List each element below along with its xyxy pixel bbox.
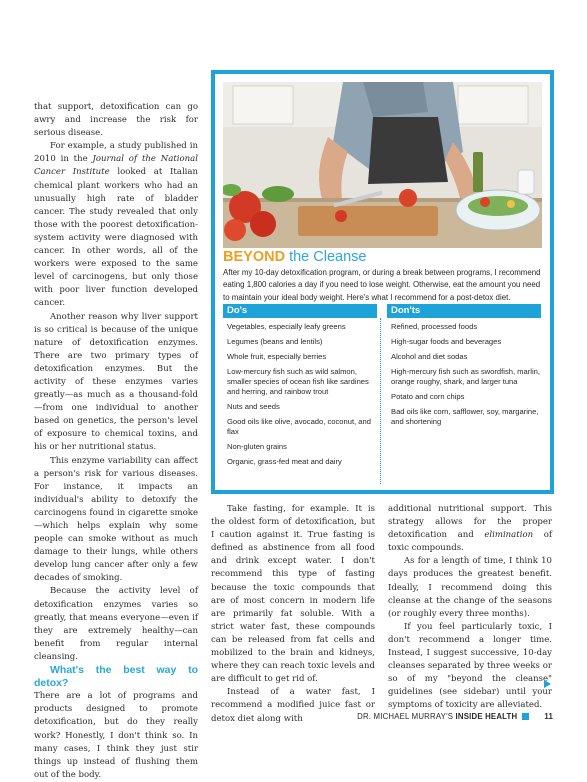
section-subhead: What's the best way to detox? — [34, 664, 198, 690]
text-run: For example, a study published in 2010 in the — [34, 141, 198, 165]
list-item: Bad oils like corn, safflower, soy, margarine, and shortening — [391, 407, 539, 426]
emphasis: elimination — [484, 530, 534, 541]
list-item: Good oils like olive, avocado, coconut, and flax — [227, 417, 371, 436]
paragraph: This enzyme variability can affect a person's risk for various diseases. For instance, it impacts an individual's ability to detoxify the carcinogens found in cigarette smoke—which helps explain why some people can smoke without as much damage to their lungs, while others develop lung cancer after only a few decades of smoking. — [34, 455, 198, 584]
column-divider — [380, 318, 381, 484]
list-item: Nuts and seeds — [227, 402, 280, 411]
paragraph: that support, detoxification can go awry and increase the risk for serious disease. — [34, 102, 198, 139]
right-text-column — [388, 503, 552, 713]
kitchen-cooking-photo — [223, 82, 542, 248]
publication-title: INSIDE HEALTH — [455, 712, 518, 721]
paragraph: Because the activity level of detoxification enzymes varies so greatly, that means everyone—even if they are extremely healthy—can benefit from regular internal cleansing. — [34, 586, 198, 662]
paragraph — [388, 503, 552, 555]
text-run: additional nutritional support. This strategy allows for the proper detoxification and — [388, 504, 552, 541]
paragraph: Take fasting, for example. It is the oldest form of detoxification, but I caution against it. True fasting is defined as abstinence from all food and drink except water. I don't recommend this type of fasting because the toxic compounds that are of most concern in modern life are primarily fat soluble. With a strict water fast, these compounds can be released from fat cells and mobilized to the brain and kidneys, where they can reach toxic levels and are difficult to get rid of. — [211, 504, 375, 685]
paragraph — [34, 140, 198, 310]
page-footer — [357, 712, 553, 721]
paragraph: Instead of a water fast, I recommend a modified juice fast or detox diet along with — [211, 687, 375, 724]
journal-name: Journal of the National Cancer Institute — [34, 154, 198, 178]
continue-arrow-icon — [544, 680, 551, 688]
dos-list — [223, 322, 377, 467]
footer-square-icon — [522, 713, 529, 720]
list-item: Potato and corn chips — [391, 392, 465, 401]
page-number: 11 — [544, 712, 553, 721]
list-item: Refined, processed foods — [391, 322, 478, 331]
paragraph: Another reason why liver support is so critical is because of the unique nature of detoxification enzymes. There are two primary types of detoxification enzymes. But the activity of these enzymes varies greatly—as much as a thousand-fold—from one individual to another based on genetics, the person's level of exposure to chemical toxins, and his or her nutritional status. — [34, 311, 198, 453]
donts-column — [387, 304, 541, 432]
paragraph: If you feel particularly toxic, I don't recommend a longer time. Instead, I suggest successive, 10-day cleanses separated by three weeks or so of my "beyond the cleanse" guidelines (see sidebar) until your symptoms of toxicity are alleviated. — [388, 621, 552, 711]
list-item: Alcohol and diet sodas — [391, 352, 468, 361]
text-run: looked at Italian chemical plant workers who had an unusually high rate of bladder cancer. The study revealed that only those with the poorest detoxification-system activity were diagnosed with cancer. In other words, all of the workers were exposed to the same level of carcinogens, but only those with poor liver function developed cancer. — [34, 167, 199, 309]
list-item: Legumes (beans and lentils) — [227, 337, 323, 346]
list-item: Non-gluten grains — [227, 442, 287, 451]
list-item: Low-mercury fish such as wild salmon, smaller species of ocean fish like sardines and herring, and rainbow trout — [227, 367, 369, 396]
list-item: High-sugar foods and beverages — [391, 337, 502, 346]
text-run: of toxic compounds. — [388, 530, 552, 554]
left-text-column — [34, 101, 198, 782]
sidebar-intro: After my 10-day detoxification program, or during a break between programs, I recommend eating 1,800 calories a day if you need to lose weight. Otherwise, eat the amount you need to maintain your ideal body weight. Here's what I recommend for a post-detox diet. — [223, 268, 541, 302]
publication-prefix: DR. MICHAEL MURRAY'S — [357, 712, 456, 721]
list-item: Vegetables, especially leafy greens — [227, 322, 346, 331]
donts-list — [387, 322, 541, 427]
beyond-the-cleanse-sidebar — [211, 70, 554, 494]
paragraph: As for a length of time, I think 10 days produces the greatest benefit. Ideally, I recommend doing this cleanse at the change of the seasons (or roughly every three months). — [388, 556, 552, 619]
paragraph: There are a lot of programs and products designed to promote detoxification, but do they really work? Honestly, I don't think so. In many cases, I think they just stir things up instead of flushing them out of the body. — [34, 691, 198, 780]
middle-text-column — [211, 503, 375, 726]
dos-header: Do's — [223, 304, 377, 318]
sidebar-title — [223, 249, 366, 265]
sidebar-title-bold: BEYOND — [223, 249, 286, 265]
sidebar-title-rest: the Cleanse — [285, 249, 367, 265]
list-item: High-mercury fish such as swordfish, marlin, orange roughy, shark, and larger tuna — [391, 367, 540, 386]
publication-name — [357, 712, 517, 721]
dos-column — [223, 304, 377, 472]
list-item: Whole fruit, especially berries — [227, 352, 327, 361]
list-item: Organic, grass-fed meat and dairy — [227, 457, 342, 466]
donts-header: Don'ts — [387, 304, 541, 318]
